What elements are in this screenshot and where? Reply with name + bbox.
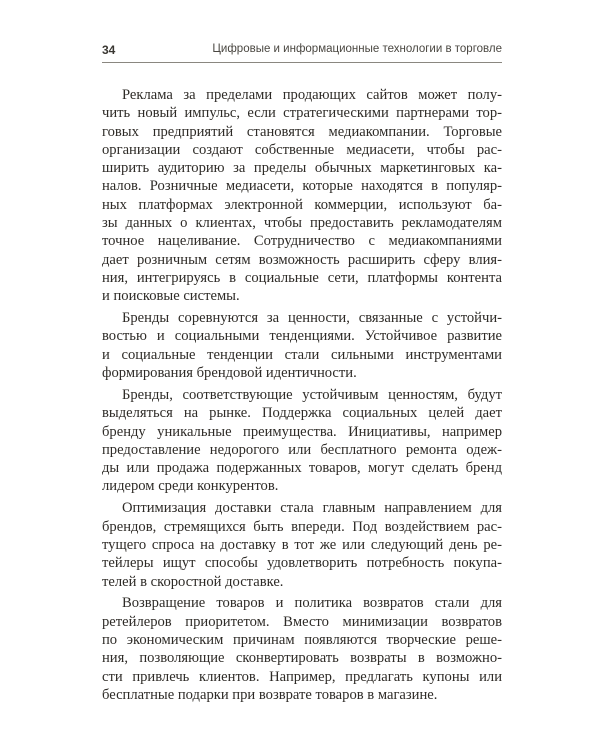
- text-line: Бренды соревнуются за ценности, связанные с устойчи-: [122, 310, 502, 327]
- text-line: лидером среди конкурентов.: [102, 478, 279, 495]
- text-line: востью и социальными тенденциями. Устойчивое развитие: [102, 328, 502, 345]
- text-line: по экономическим причинам появляются творческие реше-: [102, 631, 502, 648]
- text-line: Бренды, соответствующие устойчивым ценностям, будут: [122, 386, 502, 403]
- page-header: [102, 40, 502, 63]
- text-line: ретейлеров приоритетом. Вместо минимизации возвратов: [102, 613, 502, 630]
- text-line: предоставление недорогого или бесплатного ремонта одеж-: [102, 441, 502, 458]
- text-line: организации создают собственные медиасети, чтобы рас-: [102, 141, 502, 158]
- page-body: [102, 86, 502, 708]
- text-line: и поисковые системы.: [102, 288, 240, 305]
- running-title: Цифровые и информационные технологии в торговле: [212, 43, 502, 55]
- text-line: брендов, стремящихся быть впереди. Под воздействием рас-: [102, 518, 502, 535]
- text-line: ширить аудиторию за пределы обычных маркетинговых ка-: [102, 160, 502, 177]
- text-line: дает розничным сетям возможность расширить сферу влия-: [102, 251, 502, 268]
- text-line: тейлеры ищут способы удовлетворить потребность покупа-: [102, 555, 502, 572]
- text-line: телей в скоростной доставке.: [102, 573, 284, 590]
- text-line: выделяться на рынке. Поддержка социальных целей дает: [102, 405, 502, 422]
- text-line: точное нацеливание. Сотрудничество с медиакомпаниями: [102, 233, 502, 250]
- text-line: Оптимизация доставки стала главным направлением для: [122, 500, 502, 517]
- text-line: ды или продажа подержанных товаров, могут сделать бренд: [102, 460, 502, 477]
- text-line: Реклама за пределами продающих сайтов может полу-: [122, 87, 502, 103]
- text-line: и социальные тенденции стали сильными инструментами: [102, 346, 502, 363]
- text-line: сти привлечь клиентов. Например, предлагать купоны или: [102, 668, 502, 685]
- paragraph: [102, 309, 502, 382]
- paragraph: [102, 386, 502, 496]
- text-line: ных платформах электронной коммерции, используют ба-: [102, 196, 502, 213]
- page-number: 34: [102, 43, 116, 57]
- text-line: тущего спроса на доставку в тот же или следующий день ре-: [102, 536, 502, 553]
- text-line: формирования брендовой идентичности.: [102, 365, 357, 382]
- text-line: чить новый импульс, если стратегическими партнерами тор-: [102, 105, 502, 122]
- text-line: налов. Розничные медиасети, которые находятся в популяр-: [102, 178, 502, 195]
- paragraph: [102, 594, 502, 704]
- text-line: зы данных о клиентах, чтобы предоставить рекламодателям: [102, 215, 502, 232]
- text-line: бесплатные подарки при возврате товаров в магазине.: [102, 686, 438, 703]
- text-line: ния, интегрируясь в социальные сети, платформы контента: [102, 269, 502, 286]
- text-line: бренду уникальные преимущества. Инициативы, например: [102, 423, 502, 440]
- text-line: Возвращение товаров и политика возвратов стали для: [122, 595, 502, 612]
- paragraph: [102, 499, 502, 590]
- text-line: говых предприятий становятся медиакомпании. Торговые: [102, 123, 502, 140]
- text-line: ния, позволяющие сконвертировать возвраты в возможно-: [102, 650, 502, 667]
- paragraph: [102, 86, 502, 306]
